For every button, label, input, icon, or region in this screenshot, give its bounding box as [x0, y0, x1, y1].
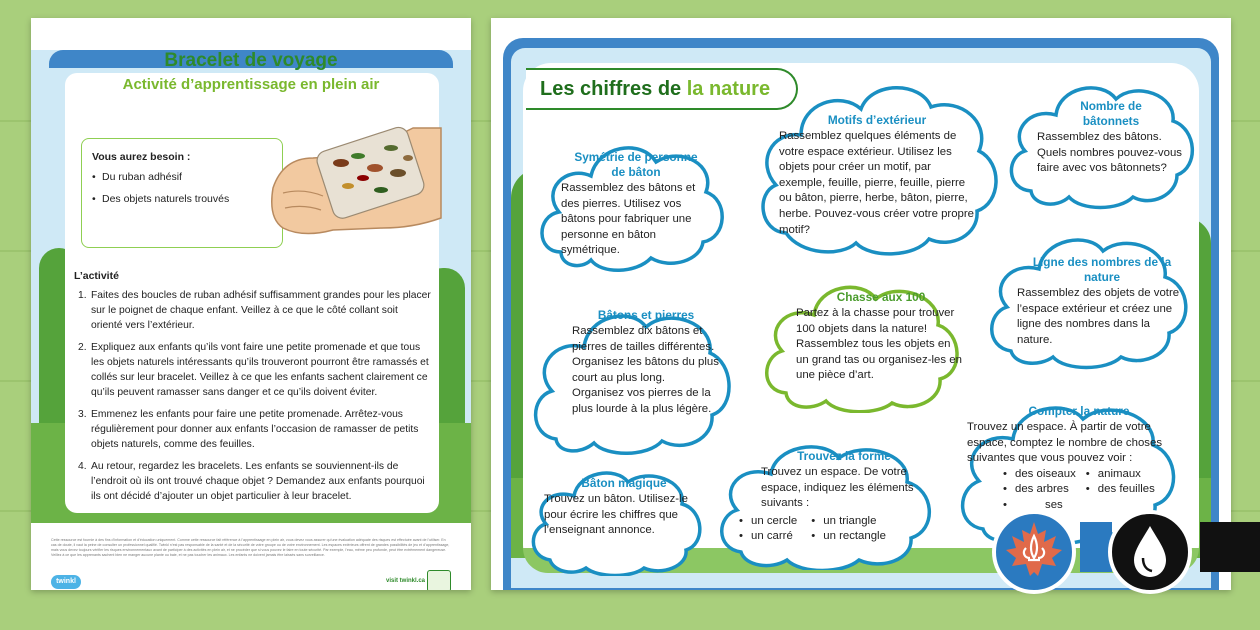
cloud-body: Trouvez un espace. De votre espace, indiquez les éléments suivants :: [761, 466, 914, 510]
activity-sheet-page: [31, 18, 471, 590]
list-item: • ses: [1003, 498, 1076, 514]
activity-steps: [74, 288, 432, 511]
maple-leaf-fleur-de-lis-icon: [996, 514, 1072, 590]
cloud-title: Ligne des nombres de la nature: [1032, 255, 1172, 284]
disclaimer-text: Cette ressource est fournie à des fins d’information et d’éducation uniquement. Comme cette ressource fait référence à l’apprentissage en plein air, vous devez vous assurer qu’une évaluation adéquate des risques est effectuée avant de l’utiliser. En cas de doute, il vaut la peine de consulter un professionnel qualifié. Twinkl n’est pas responsable de la santé et de la sécurité de votre groupe ou de votre environnement. Les espaces extérieurs offrent de grandes possibilités de jeu et d’apprentissage, mais vous devez toujours vérifier les risques environnementaux avant de participer à des activités en plein air, et ne procéder que si vous pouvez le faire en toute sécurité. Par exemple, l’eau, même peu profonde, peut être extrêmement dangereuse. Veillez à ce que les apprenants sachent bien ne manger aucune plante ou baie, et ne pas toucher les animaux. Les enfants ne doivent jamais être laissés sans surveillance.: [51, 538, 450, 557]
list-item: • des feuilles: [1086, 482, 1155, 498]
cloud-title: Symétrie de personne de bâton: [574, 150, 698, 179]
bracelet-hand-illustration: [263, 118, 443, 258]
cloud-body: Trouvez un espace. À partir de votre espace, comptez le nombre de choses suivantes que vous pouvez voir :: [967, 421, 1163, 465]
website-link[interactable]: visit twinkl.ca: [386, 578, 426, 584]
activity-step: 4. Au retour, regardez les bracelets. Les enfants se souviennent-ils de l’endroit où ils ont trouvé chaque objet ? Demandez aux enfants pourquoi ils ont décidé d’ajouter un objet particulier à leur bracelet.: [78, 461, 425, 502]
cloud-card-forme: [711, 428, 953, 570]
cloud-list: [739, 514, 939, 545]
activity-heading: L’activité: [74, 270, 119, 282]
activity-step: 2. Expliquez aux enfants qu’ils vont faire une petite promenade et que tous les objets naturels intéressants qu’ils trouveront pourront être ramassés et collés sur leur bracelet. Veillez à ce que les enfants sachent clairement ce qu’ils peuvent ramasser sans danger et ce qu’ils doivent éviter.: [78, 342, 429, 398]
cloud-card-nombre: [1001, 63, 1201, 211]
cloud-body: Rassemblez quelques éléments de votre espace extérieur. Utilisez les objets pour créer un motif, par exemple, feuille, pierre, feuille, pierre ou bâton, pierre, herbe, bâton, pierre, herbe. Pouvez-vous créer votre propre motif?: [779, 130, 975, 236]
page-title: Bracelet de voyage: [164, 50, 338, 71]
activity-step: 3. Emmenez les enfants pour faire une petite promenade. Arrêtez-vous régulièrement pour donner aux enfants l’occasion de ramasser de petits objets naturels, comme des feuilles.: [78, 409, 419, 450]
list-item: • un triangle: [811, 514, 886, 530]
cloud-card-motifs: [751, 63, 1001, 261]
cloud-body: Partez à la chasse pour trouver 100 objets dans la nature! Rassemblez tous les objets en un grand tas ou organisez-les en une pièce d’art.: [796, 307, 962, 382]
list-item: • des arbres: [1003, 482, 1076, 498]
ink-badge[interactable]: [1108, 510, 1192, 594]
list-item: • animaux: [1086, 467, 1155, 483]
cloud-card-chasse: [756, 263, 968, 413]
cloud-title: Bâton magique: [581, 476, 667, 490]
maple-leaf-badge[interactable]: [992, 510, 1076, 594]
cloud-card-magique: [524, 458, 709, 576]
cloud-body: Trouvez un bâton. Utilisez-le pour écrire les chiffres que l’enseignant annonce.: [544, 493, 688, 537]
black-bar: [1200, 522, 1260, 572]
materials-heading: Vous aurez besoin :: [92, 151, 191, 163]
cloud-card-ligne: [981, 213, 1199, 373]
list-item: • un cercle: [739, 514, 797, 530]
list-item: • un carré: [739, 529, 797, 545]
cloud-title: Compter la nature: [1028, 404, 1130, 418]
cloud-body: Rassemblez dix bâtons et pierres de tailles différentes. Organisez les bâtons du plus court au plus long. Organisez vos pierres de la plus lourde à la plus légère.: [572, 325, 719, 415]
cloud-title: Chasse aux 100: [836, 290, 926, 304]
page-subtitle: Activité d’apprentissage en plein air: [122, 76, 380, 93]
list-item: • un rectangle: [811, 529, 886, 545]
cloud-title: Motifs d’extérieur: [827, 113, 927, 127]
ink-drop-icon: [1112, 514, 1188, 590]
cloud-body: Rassemblez des bâtons. Quels nombres pouvez-vous faire avec vos bâtonnets?: [1037, 131, 1182, 175]
cloud-body: Rassemblez des objets de votre l’espace extérieur et créez une ligne des nombres dans la nature.: [1017, 287, 1180, 346]
numbers-nature-page: [491, 18, 1231, 590]
cloud-title: Trouvez la forme: [797, 449, 891, 463]
cloud-title: Bâtons et pierres: [597, 308, 695, 322]
materials-box: [81, 138, 283, 248]
list-item: • des oiseaux: [1003, 467, 1076, 483]
cloud-list: [1003, 467, 1193, 514]
materials-item: • Du ruban adhésif: [92, 171, 272, 183]
activity-step: 1. Faites des boucles de ruban adhésif suffisamment grandes pour les placer sur le poignet de chaque enfant. Veillez à ce que le côté collant soit orienté vers l’extérieur.: [78, 290, 431, 331]
materials-item: • Des objets naturels trouvés: [92, 193, 272, 205]
cloud-card-batons: [524, 283, 739, 463]
cloud-title: Nombre de bâtonnets: [1080, 99, 1142, 128]
quality-badge-icon: [427, 570, 451, 590]
cloud-body: Rassemblez des bâtons et des pierres. Utilisez vos bâtons pour fabriquer une personne en bâton symétrique.: [561, 182, 696, 257]
twinkl-logo: twinkl: [51, 575, 81, 589]
cloud-card-symetrie: [531, 120, 731, 278]
page-title: Les chiffres de la nature: [526, 68, 798, 110]
badge-strip: [1080, 522, 1112, 572]
